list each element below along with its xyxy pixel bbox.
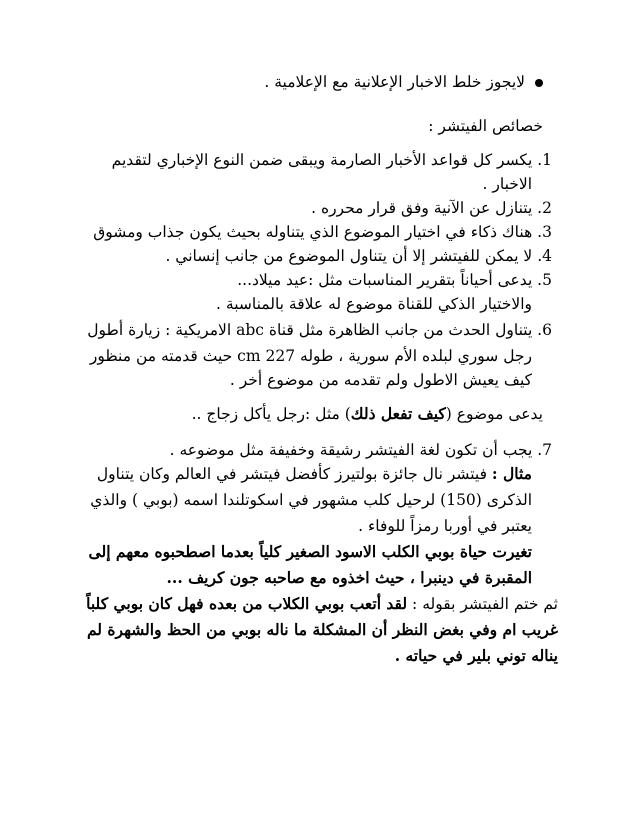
called-post: ) مثل :رجل يأكل زجاج .. <box>191 405 351 423</box>
example-line3: يعتبر في أوربا رمزاً للوفاء . <box>358 517 532 535</box>
ending-line3: يناله توني بلير في حياته . <box>394 646 558 665</box>
list-item-2: 2. يتنازل عن الآنية وفق قرار محرره . <box>311 199 552 217</box>
list-item-6-line3: كيف يعيش الاطول ولم تقدمه من موضوع أخر . <box>229 371 532 389</box>
ending-line2: غريب ام وفي بغض النظر أن المشكلة ما ناله بوبي من الحظ والشهرة لم <box>86 620 558 639</box>
example-line1 <box>97 464 532 484</box>
list-item-1-line1: 1. يكسر كل قواعد الأخبار الصارمة ويبقى ضمن النوع الإخباري لتقديم <box>111 151 552 169</box>
section-heading: خصائص الفيتشر : <box>428 117 543 135</box>
list-item-3: 3. هناك ذكاء في اختيار الموضوع الذي يتناوله بحيث يكون جذاب ومشوق <box>93 223 552 241</box>
list-item-4: 4. لا يمكن للفيتشر إلا أن يتناول الموضوع من جانب إنساني . <box>165 247 552 265</box>
list-item-6-line1: 6. يتناول الحدث من جانب الظاهرة مثل قناة abc الامريكية : زيارة أطول <box>87 321 552 339</box>
list-item-6-line2: رجل سوري لبلده الأم سورية ، طوله 227 cm حيث قدمته من منظور <box>89 347 532 365</box>
called-bold: كيف تفعل ذلك <box>350 404 446 423</box>
called-pre: يدعى موضوع ( <box>445 405 543 423</box>
ending-pre: ثم ختم الفيتشر بقوله : <box>407 595 558 613</box>
example-line2: الذكرى (150) لرحيل كلب مشهور في اسكوتلندا اسمه (بوبي ) والذي <box>90 491 532 509</box>
bold-paragraph-line2: المقبرة في دينبرا ، حيث اخذوه مع صاحبه جون كريف ... <box>166 568 532 587</box>
list-item-5-line2: والاختيار الذكي للقناة موضوع له علاقة بالمناسبة . <box>216 295 532 313</box>
bullet-line <box>264 72 543 92</box>
ending-bold: لقد أتعب بوبي الكلاب من بعده فهل كان بوبي كلباً <box>86 594 408 613</box>
bullet-text: لايجوز خلط الاخبار الإعلانية مع الإعلامية . <box>264 73 525 91</box>
bullet-icon <box>535 79 543 87</box>
list-item-5-line1: 5. يدعى أحياناً بتقرير المناسبات مثل :عيد ميلاد... <box>237 271 552 289</box>
list-item-1-line2: الاخبار . <box>482 175 532 193</box>
bold-paragraph-line1: تغيرت حياة بوبي الكلب الاسود الصغير كلياً بعدما اصطحبوه معهم إلى <box>88 542 532 561</box>
list-item-7: 7. يجب أن تكون لغة الفيتشر رشيقة وخفيفة مثل موضوعه . <box>169 441 552 459</box>
ending-line1 <box>86 594 558 614</box>
called-line <box>192 404 543 424</box>
example-label: مثال : <box>491 464 532 483</box>
example-text: فيتشر نال جائزة بولتيرز كأفضل فيتشر في العالم وكان يتناول <box>96 465 492 483</box>
